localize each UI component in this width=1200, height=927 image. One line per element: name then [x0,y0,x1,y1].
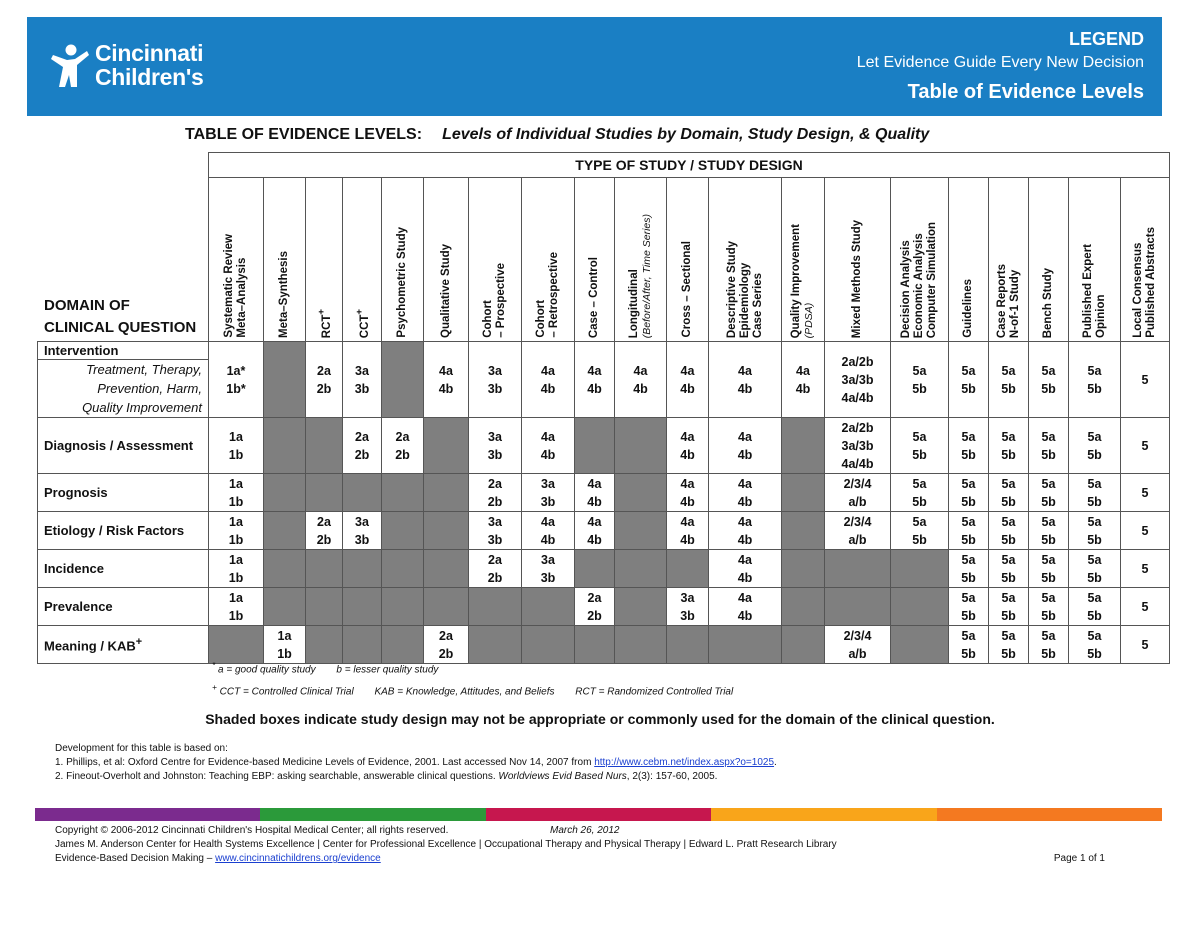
footnote-a: a = good quality study [218,664,316,676]
shaded-cell [209,626,264,664]
design-label-line: Cross – Sectional [681,241,693,338]
reference-2-end: , 2(3): 157-60, 2005. [626,771,718,782]
design-sup-mark: + [315,308,327,315]
evidence-level-cell: 4a 4b [522,342,575,418]
shaded-cell [615,588,667,626]
design-label-line: Psychometric Study [396,227,408,338]
domain-label-text: Incidence [44,561,104,576]
design-header-7 [522,178,575,342]
design-label-line: Opinion [1094,294,1107,338]
shaded-cell [782,588,825,626]
shaded-cell [306,550,343,588]
references-intro: Development for this table is based on: [55,743,228,754]
shaded-cell [264,342,306,418]
footnote-b: b = lesser quality study [336,664,439,676]
evidence-level-cell: 3a 3b [343,512,382,550]
shaded-cell [469,626,522,664]
evidence-level-cell: 4a 4b [709,550,782,588]
design-header-18 [1069,178,1121,342]
shaded-cell [264,588,306,626]
evidence-level-cell: 4a 4b [575,512,615,550]
reference-1-end: . [774,757,777,768]
footnote-mark-plus: + [212,682,217,692]
footer-ebdm-label: Evidence-Based Decision Making – [55,853,216,864]
shaded-cell [382,550,424,588]
evidence-level-cell: 5a 5b [949,474,989,512]
shaded-cell [575,418,615,474]
design-header-0 [209,178,264,342]
design-label-line: Economic Analysis [913,232,925,338]
evidence-level-cell: 3a 3b [522,550,575,588]
design-label-line: Guidelines [962,279,974,338]
evidence-level-cell: 3a 3b [469,342,522,418]
shaded-cell [424,512,469,550]
domain-label [38,474,209,512]
design-header-6 [469,178,522,342]
evidence-level-cell: 1a 1b [209,418,264,474]
design-label-line: Systematic Review [223,234,235,338]
evidence-level-cell: 5a 5b [1069,474,1121,512]
shaded-cell [264,474,306,512]
design-header-17 [1029,178,1069,342]
shaded-cell [382,474,424,512]
evidence-level-cell: 5 [1121,512,1170,550]
evidence-level-cell: 5 [1121,626,1170,664]
footnote-kab: KAB = Knowledge, Attitudes, and Beliefs [374,686,555,698]
footer-date: March 26, 2012 [550,825,620,836]
evidence-level-cell: 2a/2b 3a/3b 4a/4b [825,342,891,418]
domain-label-text: Diagnosis / Assessment [44,438,194,453]
evidence-level-cell: 4a 4b [709,418,782,474]
footer [55,824,1105,866]
evidence-level-cell: 3a 3b [522,474,575,512]
shaded-cell [575,550,615,588]
design-label-line: Case Reports [995,263,1008,338]
evidence-level-cell: 4a 4b [709,474,782,512]
evidence-level-cell: 1a 1b [264,626,306,664]
shaded-cell [469,588,522,626]
evidence-level-cell: 5a 5b [891,512,949,550]
evidence-level-cell: 5a 5b [1069,342,1121,418]
design-label-line: Case Series [751,272,764,338]
design-header-2 [306,178,343,342]
evidence-level-cell: 1a 1b [209,474,264,512]
design-header-3 [343,178,382,342]
evidence-level-cell: 4a 4b [667,474,709,512]
reference-2-text: 2. Fineout-Overholt and Johnston: Teaching EBP: asking searchable, answerable clinical questions. [55,771,499,782]
evidence-level-cell: 5a 5b [989,550,1029,588]
design-label-line: Computer Simulation [926,221,938,338]
domain-label-text: Prognosis [44,485,108,500]
shaded-cell [424,588,469,626]
page-title [185,126,929,144]
design-header-11 [709,178,782,342]
reference-1-link[interactable]: http://www.cebm.net/index.aspx?o=1025 [594,757,775,768]
design-label-italic: (PDSA) [803,302,815,338]
shaded-cell [382,626,424,664]
evidence-level-cell: 2/3/4 a/b [825,474,891,512]
evidence-level-cell: 4a 4b [709,512,782,550]
domain-sublabel-intervention [38,360,209,418]
page-number: Page 1 of 1 [1053,853,1105,864]
evidence-level-cell: 5a 5b [949,626,989,664]
design-label-line: Quality Improvement [790,223,802,338]
design-label-line: Cohort [535,300,547,338]
domain-label [38,550,209,588]
evidence-level-cell: 4a 4b [424,342,469,418]
shaded-cell [264,418,306,474]
design-header-5 [424,178,469,342]
evidence-level-cell: 5a 5b [891,474,949,512]
evidence-level-cell: 1a 1b [209,512,264,550]
shaded-cell [522,626,575,664]
evidence-level-cell: 4a 4b [575,342,615,418]
evidence-level-cell: 5a 5b [949,418,989,474]
design-label-line: Mixed Methods Study [851,219,863,338]
footnote-quality [212,660,438,675]
evidence-level-cell: 5a 5b [949,550,989,588]
shaded-cell [667,550,709,588]
domain-label [38,418,209,474]
copyright: Copyright © 2006-2012 Cincinnati Children's Hospital Medical Center; all rights reserved. [55,825,449,836]
evidence-level-cell: 2a 2b [382,418,424,474]
design-sup-mark: + [353,308,365,315]
evidence-level-cell: 5 [1121,418,1170,474]
evidence-level-cell: 3a 3b [469,418,522,474]
shaded-cell [306,626,343,664]
logo-line-2: Children's [95,64,204,90]
design-header-1 [264,178,306,342]
evidence-level-cell: 5a 5b [1029,626,1069,664]
intervention-sub-line: Treatment, Therapy, [86,362,202,377]
evidence-level-cell: 5 [1121,474,1170,512]
shaded-cell [825,550,891,588]
shaded-cell [306,588,343,626]
evidence-level-cell: 5a 5b [1069,418,1121,474]
design-label-line: Qualitative Study [439,244,452,338]
shaded-cell [615,474,667,512]
evidence-level-cell: 5a 5b [891,418,949,474]
footer-centers: James M. Anderson Center for Health Systems Excellence | Center for Professional Excellence | Occupational Therapy and Physical Therapy | Edward L. Pratt Research Library [55,839,837,850]
shaded-cell [782,474,825,512]
evidence-level-cell: 5a 5b [949,342,989,418]
color-bar-segment [35,808,260,821]
shaded-cell [782,418,825,474]
evidence-level-cell: 5a 5b [1029,342,1069,418]
shaded-cell [575,626,615,664]
evidence-level-cell: 5a 5b [989,418,1029,474]
domain-label [38,512,209,550]
shaded-cell [615,512,667,550]
design-header-13 [825,178,891,342]
shaded-cell [667,626,709,664]
color-bar-segment [260,808,485,821]
shaded-cell [522,588,575,626]
evidence-level-cell: 2a 2b [306,342,343,418]
color-bar-segment [486,808,711,821]
evidence-level-cell: 2/3/4 a/b [825,626,891,664]
shaded-cell [615,418,667,474]
evidence-level-cell: 2a 2b [306,512,343,550]
shaded-cell [264,512,306,550]
evidence-level-cell: 3a 3b [469,512,522,550]
evidence-level-cell: 2a 2b [469,550,522,588]
shaded-cell [424,550,469,588]
shaded-cell [306,474,343,512]
evidence-level-cell: 3a 3b [343,342,382,418]
evidence-level-cell: 4a 4b [522,418,575,474]
evidence-link[interactable]: www.cincinnatichildrens.org/evidence [215,853,381,864]
design-label-line: – Retrospective [548,252,560,338]
evidence-level-cell: 4a 4b [782,342,825,418]
title-main: TABLE OF EVIDENCE LEVELS: [185,126,423,143]
shaded-cell [343,474,382,512]
intervention-sub-line: Prevention, Harm, [97,381,202,396]
design-header-16 [989,178,1029,342]
design-label-line: RCT+ [315,308,333,338]
design-label-line: – Prospective [495,263,507,338]
domain-label-text: Meaning / KAB [44,638,136,654]
shaded-cell [424,474,469,512]
design-label-line: Local Consensus [1132,242,1144,338]
footnote-mark-star: * [212,660,216,670]
shaded-cell [343,550,382,588]
design-header-12 [782,178,825,342]
shaded-cell [709,626,782,664]
evidence-level-cell: 5a 5b [1069,550,1121,588]
shaded-cell [782,512,825,550]
design-header-14 [891,178,949,342]
evidence-level-cell: 5a 5b [949,512,989,550]
evidence-level-cell: 4a 4b [575,474,615,512]
shaded-cell [382,342,424,418]
evidence-level-cell: 5 [1121,550,1170,588]
evidence-level-cell: 5a 5b [1029,474,1069,512]
design-header-8 [575,178,615,342]
evidence-level-cell: 4a 4b [667,512,709,550]
design-label-line: Case – Control [588,256,600,338]
domain-header-line-2: CLINICAL QUESTION [44,319,197,336]
shaded-cell [264,550,306,588]
banner-subtitle: Table of Evidence Levels [907,81,1144,103]
evidence-level-cell: 5a 5b [989,474,1029,512]
evidence-level-cell: 2a 2b [575,588,615,626]
shaded-cell [825,588,891,626]
domain-header-line-1: DOMAIN OF [44,297,130,314]
intervention-sub-line: Quality Improvement [82,400,202,415]
design-label-line: Longitudinal [627,269,640,338]
evidence-level-cell: 5a 5b [949,588,989,626]
shaded-cell [382,588,424,626]
design-label-line: Published Expert [1081,244,1094,338]
shaded-cell [782,626,825,664]
evidence-table [37,152,1170,664]
evidence-level-cell: 4a 4b [667,418,709,474]
footnote-abbrev [212,682,733,697]
shaded-cell [382,512,424,550]
design-label-line: N-of-1 Study [1008,269,1021,338]
color-bar [35,808,1162,821]
title-sub: Levels of Individual Studies by Domain, Study Design, & Quality [442,126,930,143]
domain-label-text: Prevalence [44,599,113,614]
evidence-level-cell: 5a 5b [1029,588,1069,626]
evidence-level-cell: 2a/2b 3a/3b 4a/4b [825,418,891,474]
evidence-level-cell: 2a 2b [343,418,382,474]
design-header-15 [949,178,989,342]
reference-1-text: 1. Phillips, et al: Oxford Centre for Evidence-based Medicine Levels of Evidence, 2001. Last accessed Nov 14, 2007 from [55,757,595,768]
domain-sup-mark: + [135,635,143,648]
footnote-rct: RCT = Randomized Controlled Trial [575,686,734,698]
evidence-level-cell: 5a 5b [1069,512,1121,550]
evidence-level-cell: 3a 3b [667,588,709,626]
shaded-cell [343,588,382,626]
evidence-level-cell: 5a 5b [989,512,1029,550]
evidence-level-cell: 2a 2b [469,474,522,512]
footer-line-3 [55,852,1105,866]
evidence-level-cell: 5a 5b [1029,512,1069,550]
domain-label [38,626,209,664]
design-header-10 [667,178,709,342]
design-label-line: Published Abstracts [1145,227,1157,338]
evidence-level-cell: 1a 1b [209,550,264,588]
logo-line-1: Cincinnati [95,40,204,66]
shaded-cell [615,626,667,664]
design-header-4 [382,178,424,342]
shaded-cell [615,550,667,588]
shaded-cell [891,626,949,664]
design-label-line: Cohort [482,300,494,338]
design-label-italic: (Before/After, Time Series) [640,213,653,338]
evidence-level-cell: 5a 5b [1069,588,1121,626]
evidence-level-cell: 5a 5b [1029,550,1069,588]
evidence-level-cell: 5a 5b [989,342,1029,418]
reference-1 [55,756,777,770]
evidence-level-cell: 5a 5b [1069,626,1121,664]
design-label-line: Decision Analysis [900,239,912,338]
cincinnati-childrens-logo [47,41,227,93]
header-banner [27,17,1162,116]
reference-2-journal: Worldviews Evid Based Nurs [498,771,627,782]
color-bar-segment [711,808,936,821]
design-header-9 [615,178,667,342]
domain-label [38,588,209,626]
evidence-level-cell: 5 [1121,342,1170,418]
design-label-line: Bench Study [1042,267,1054,338]
evidence-level-cell: 5a 5b [1029,418,1069,474]
shaded-boxes-note: Shaded boxes indicate study design may not be appropriate or commonly used for the domain of the clinical question. [205,711,995,727]
legend-label: LEGEND [1068,29,1144,49]
shaded-cell [343,626,382,664]
design-label-line: Meta–Analysis [236,258,248,338]
evidence-level-cell: 5 [1121,588,1170,626]
shaded-cell [891,550,949,588]
shaded-cell [424,418,469,474]
shaded-cell [782,550,825,588]
evidence-level-cell: 5a 5b [989,588,1029,626]
evidence-level-cell: 4a 4b [522,512,575,550]
shaded-cell [306,418,343,474]
evidence-level-cell: 4a 4b [709,342,782,418]
evidence-level-cell: 4a 4b [667,342,709,418]
reference-2 [55,770,777,784]
evidence-level-cell: 4a 4b [709,588,782,626]
type-of-study-header: TYPE OF STUDY / STUDY DESIGN [209,153,1170,178]
design-label-line: Epidemiology [738,262,751,338]
tagline: Let Evidence Guide Every New Decision [856,54,1144,71]
footnote-cct: CCT = Controlled Clinical Trial [219,686,354,698]
evidence-level-cell: 4a 4b [615,342,667,418]
color-bar-segment [937,808,1162,821]
domain-label-text: Etiology / Risk Factors [44,523,185,538]
evidence-level-cell: 1a* 1b* [209,342,264,418]
design-header-19 [1121,178,1170,342]
child-figure-icon [47,43,91,89]
evidence-level-cell: 2/3/4 a/b [825,512,891,550]
design-label-line: Descriptive Study [725,240,738,338]
evidence-level-cell: 5a 5b [989,626,1029,664]
evidence-level-cell: 5a 5b [891,342,949,418]
domain-header [38,153,209,342]
domain-label-intervention: Intervention [38,342,209,360]
evidence-level-cell: 1a 1b [209,588,264,626]
references [55,742,777,784]
shaded-cell [891,588,949,626]
design-label-line: CCT+ [353,308,371,338]
design-label-line: Meta–Synthesis [278,251,290,338]
evidence-level-cell: 2a 2b [424,626,469,664]
